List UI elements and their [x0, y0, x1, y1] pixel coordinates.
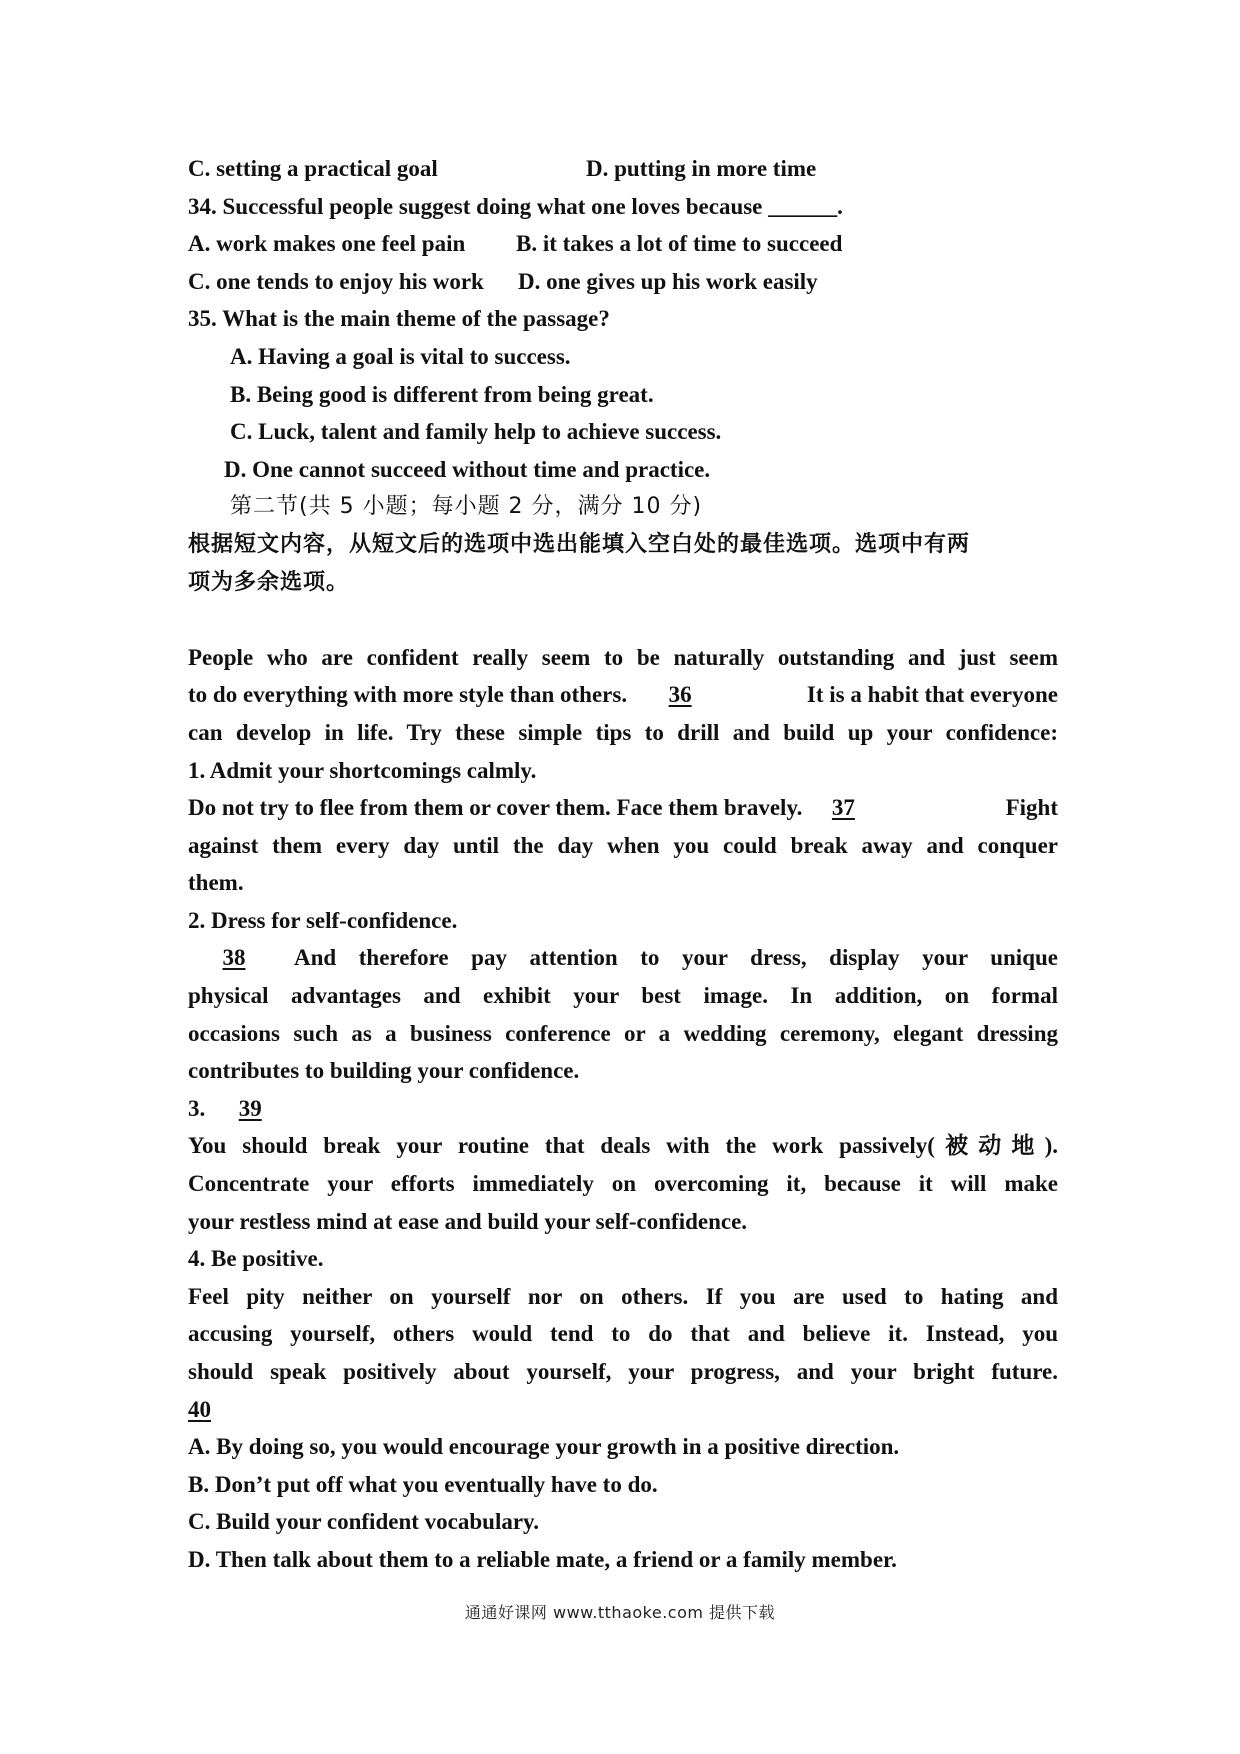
option-d: D. Then talk about them to a reliable mate, a friend or a family member.: [188, 1546, 897, 1572]
page-footer: 通通好课网 www.tthaoke.com 提供下载: [464, 1603, 776, 1622]
tip3-title: [188, 1090, 1058, 1128]
tip2-title: 2. Dress for self-confidence.: [188, 907, 458, 933]
q35-option-b: B. Being good is different from being great.: [230, 381, 654, 407]
blank-38: 38: [222, 945, 246, 971]
tip2-line1: [188, 939, 1058, 977]
q34-option-c: C. one tends to enjoy his work: [188, 268, 484, 294]
q35-option-c: C. Luck, talent and family help to achieve success.: [230, 419, 722, 445]
tip3-line3: your restless mind at ease and build your self-confidence.: [188, 1208, 748, 1234]
tip1-line1-text: Do not try to flee from them or cover them. Face them bravely.: [188, 795, 803, 821]
tip4-line1: Feel pity neither on yourself nor on others. If you are used to hating and: [188, 1283, 1058, 1309]
q33-options-cd: [188, 150, 1058, 188]
tip4-title: 4. Be positive.: [188, 1246, 324, 1272]
blank-40: 40: [188, 1396, 211, 1422]
tip3-line1: You should break your routine that deals with the work passively(被动地).: [188, 1133, 1058, 1159]
q34-option-b: B. it takes a lot of time to succeed: [516, 231, 843, 257]
blank-36: 36: [668, 682, 692, 708]
option-c: C. Build your confident vocabulary.: [188, 1509, 540, 1535]
blank-39: 39: [238, 1095, 262, 1121]
passage-intro-line2-text: to do everything with more style than others.: [188, 682, 628, 708]
q35-option-d: D. One cannot succeed without time and practice.: [224, 456, 711, 482]
tip4-line3: should speak positively about yourself, your progress, and your bright future.: [188, 1359, 1058, 1384]
q34-option-d: D. one gives up his work easily: [518, 268, 818, 294]
paragraph-gap: [188, 601, 1058, 639]
passage-intro-line2-tail: It is a habit that everyone: [806, 682, 1058, 708]
option-b: B. Don’t put off what you eventually have to do.: [188, 1471, 658, 1497]
section2-instructions-line1: 根据短文内容，从短文后的选项中选出能填入空白处的最佳选项。选项中有两: [188, 531, 971, 557]
tip3-number: 3.: [188, 1095, 206, 1121]
blank-37: 37: [831, 795, 855, 821]
q33-option-d: D. putting in more time: [586, 156, 817, 181]
q34-options-ab: [188, 225, 1058, 263]
q35-stem: 35. What is the main theme of the passage?: [188, 306, 610, 332]
tip4-line2: accusing yourself, others would tend to do that and believe it. Instead, you: [188, 1321, 1058, 1347]
q34-option-a: A. work makes one feel pain: [188, 231, 466, 257]
q34-stem: 34. Successful people suggest doing what one loves because ______.: [188, 193, 843, 219]
passage-intro-line2: [188, 676, 1058, 714]
tip2-line3: occasions such as a business conference or a wedding ceremony, elegant dressing: [188, 1020, 1058, 1046]
tip1-line1-tail: Fight: [1005, 795, 1058, 821]
tip1-line1: [188, 789, 1058, 827]
tip1-line3: them.: [188, 870, 244, 896]
tip1-line2: against them every day until the day when you could break away and conquer: [188, 832, 1058, 858]
section2-heading: 第二节(共 5 小题；每小题 2 分，满分 10 分): [230, 494, 703, 520]
q33-option-c: C. setting a practical goal: [188, 156, 438, 181]
passage-intro-line3: can develop in life. Try these simple tips to drill and build up your confidence:: [188, 719, 1058, 745]
tip1-title: 1. Admit your shortcomings calmly.: [188, 757, 537, 783]
q34-options-cd: [188, 263, 1058, 301]
exam-page: [188, 150, 1058, 1579]
q35-option-a: A. Having a goal is vital to success.: [230, 343, 571, 369]
tip2-line4: contributes to building your confidence.: [188, 1058, 580, 1084]
tip4-line4: [188, 1391, 1058, 1429]
tip2-line1-text: And therefore pay attention to your dress, display your unique: [294, 945, 1058, 971]
section2-instructions-line2: 项为多余选项。: [188, 569, 350, 595]
passage-intro-line1: People who are confident really seem to be naturally outstanding and just seem: [188, 644, 1058, 670]
tip2-line2: physical advantages and exhibit your best image. In addition, on formal: [188, 983, 1058, 1009]
tip3-line2: Concentrate your efforts immediately on overcoming it, because it will make: [188, 1171, 1058, 1197]
option-a: A. By doing so, you would encourage your growth in a positive direction.: [188, 1434, 900, 1460]
